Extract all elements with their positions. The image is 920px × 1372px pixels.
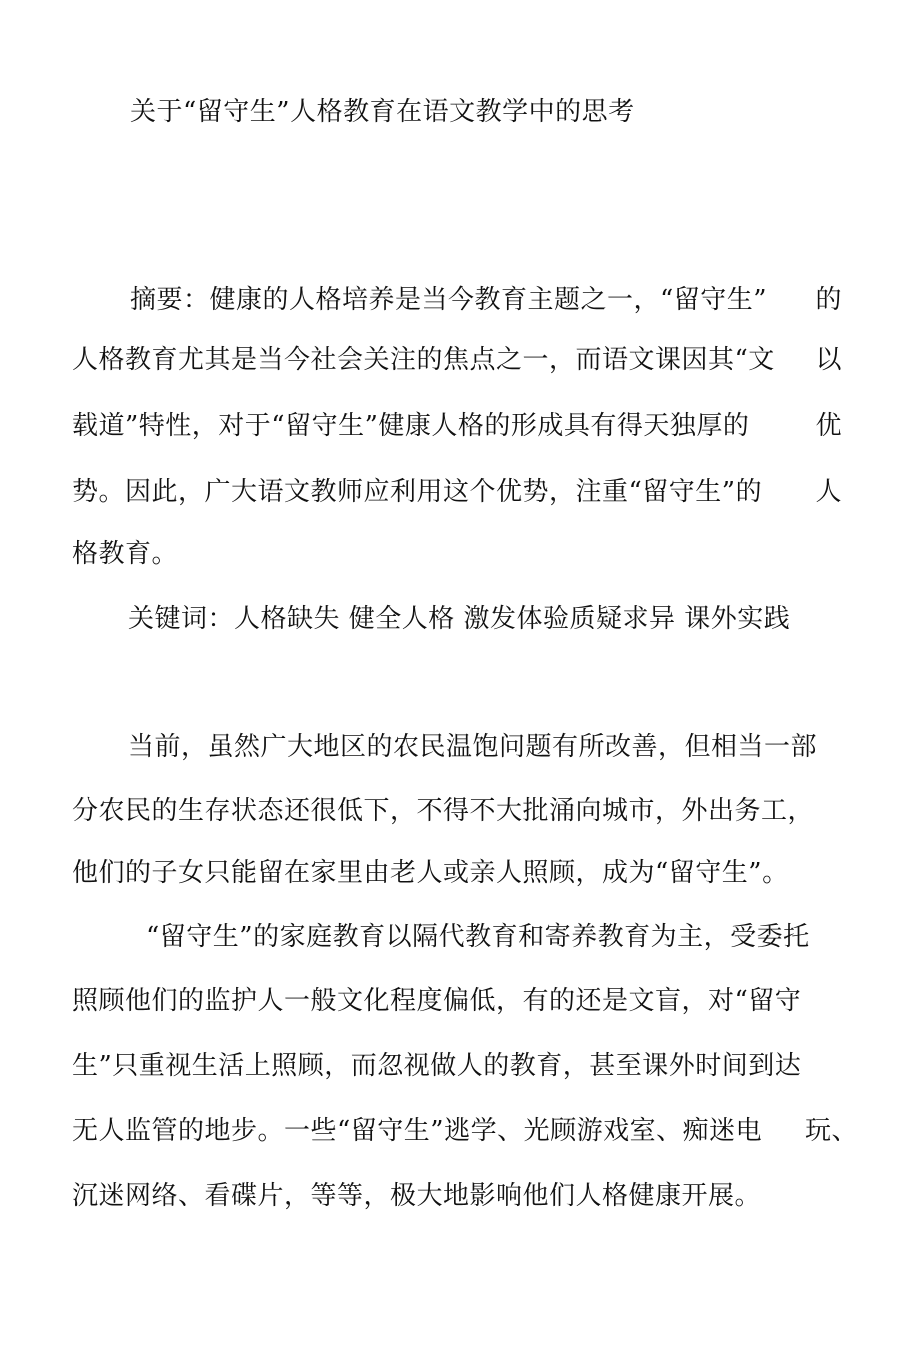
paragraph-2-line-4-end: 玩、 (804, 1116, 858, 1146)
abstract-line-3 (72, 410, 842, 442)
paragraph-2-line-5: 沉迷网络、看碟片，等等，极大地影响他们人格健康开展。 (72, 1181, 762, 1211)
paragraph-1-line-3: 他们的子女只能留在家里由老人或亲人照顾，成为“留守生”。 (72, 858, 789, 888)
abstract-line-4-text: 势。因此，广大语文教师应利用这个优势，注重“留守生”的 (72, 477, 763, 507)
abstract-line-1-text: 摘要：健康的人格培养是当今教育主题之一，“留守生” (130, 285, 768, 315)
paragraph-2-line-1: “留守生”的家庭教育以隔代教育和寄养教育为主，受委托 (146, 922, 810, 952)
abstract-line-1-end: 的 (815, 285, 842, 315)
abstract-line-2-text: 人格教育尤其是当今社会关注的焦点之一，而语文课因其“文 (72, 345, 775, 375)
document-title: 关于“留守生”人格教育在语文教学中的思考 (130, 97, 635, 127)
abstract-line-3-end: 优 (815, 411, 842, 441)
abstract-line-2 (72, 344, 842, 376)
abstract-line-4-end: 人 (815, 477, 842, 507)
abstract-line-4 (72, 476, 842, 508)
paragraph-2-line-4-text: 无人监管的地步。一些“留守生”逃学、光顾游戏室、痴迷电 (72, 1116, 763, 1146)
paragraph-2-line-3: 生”只重视生活上照顾，而忽视做人的教育，甚至课外时间到达 (72, 1051, 802, 1081)
abstract-line-1 (130, 284, 842, 316)
abstract-line-3-text: 载道”特性，对于“留守生”健康人格的形成具有得天独厚的 (72, 411, 750, 441)
paragraph-2-line-2: 照顾他们的监护人一般文化程度偏低，有的还是文盲，对“留守 (72, 986, 802, 1016)
abstract-line-2-end: 以 (815, 345, 842, 375)
paragraph-1-line-1: 当前，虽然广大地区的农民温饱问题有所改善，但相当一部 (128, 732, 818, 762)
keywords-line: 关键词：人格缺失 健全人格 激发体验质疑求异 课外实践 (128, 604, 791, 634)
abstract-line-5: 格教育。 (72, 539, 179, 569)
paragraph-2-line-4 (72, 1115, 858, 1147)
paragraph-1-line-2: 分农民的生存状态还很低下，不得不大批涌向城市，外出务工， (72, 796, 815, 826)
